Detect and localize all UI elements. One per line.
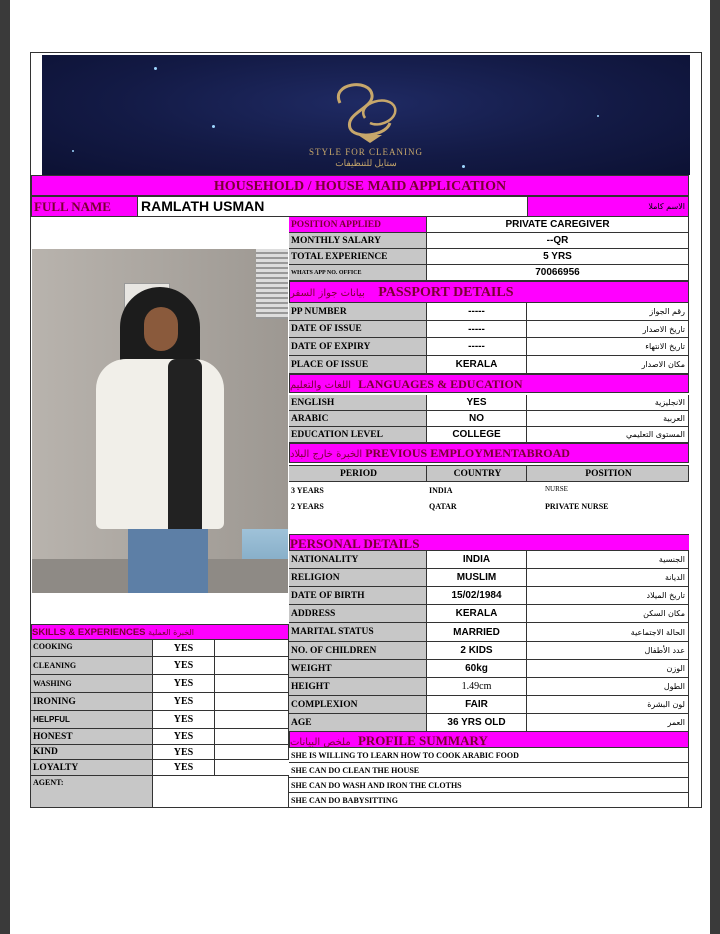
personal-label: DATE OF BIRTH: [289, 587, 427, 604]
skill-value: YES: [153, 675, 215, 692]
employment-position: NURSE: [545, 485, 568, 493]
personal-label-arabic: مكان السكن: [527, 605, 689, 622]
form-title: HOUSEHOLD / HOUSE MAID APPLICATION: [31, 175, 689, 196]
personal-value: 15/02/1984: [427, 587, 527, 604]
employment-title-arabic: الخبرة خارج البلاد: [290, 449, 363, 460]
personal-label: ADDRESS: [289, 605, 427, 622]
applicant-photo: [32, 249, 288, 593]
passport-row: [289, 321, 689, 338]
skill-label: CLEANING: [31, 657, 153, 674]
passport-label-arabic: رقم الجواز: [527, 303, 689, 320]
job-value: 5 YRS: [427, 249, 689, 264]
personal-row: [289, 678, 689, 696]
personal-row: [289, 587, 689, 605]
employment-position: PRIVATE NURSE: [545, 502, 609, 511]
employment-period: 3 YEARS: [291, 486, 324, 495]
skill-empty: [215, 745, 289, 759]
personal-label-arabic: تاريخ الميلاد: [527, 587, 689, 604]
languages-title-arabic: اللغات والتعليم: [290, 380, 352, 391]
personal-label-arabic: الحالة الاجتماعية: [527, 623, 689, 641]
personal-row: [289, 623, 689, 642]
skill-row: [31, 657, 289, 675]
job-label: POSITION APPLIED: [289, 217, 427, 232]
skill-value: YES: [153, 729, 215, 744]
personal-label-arabic: الطول: [527, 678, 689, 695]
personal-label: HEIGHT: [289, 678, 427, 695]
language-row: [289, 395, 689, 411]
employment-header-country: COUNTRY: [427, 466, 527, 481]
personal-row: [289, 696, 689, 714]
skill-row: [31, 640, 289, 657]
skill-label: KIND: [31, 745, 153, 759]
application-form: [30, 52, 702, 808]
personal-row: [289, 605, 689, 623]
skill-row: [31, 745, 289, 760]
profile-line: SHE CAN DO BABYSITTING: [289, 793, 689, 808]
job-row: [289, 249, 689, 265]
passport-value: -----: [427, 338, 527, 355]
passport-label: PLACE OF ISSUE: [289, 356, 427, 373]
personal-label: COMPLEXION: [289, 696, 427, 713]
personal-value: MARRIED: [427, 623, 527, 641]
skill-label: COOKING: [31, 640, 153, 656]
passport-label-arabic: تاريخ الاصدار: [527, 321, 689, 337]
languages-title: LANGUAGES & EDUCATION: [358, 377, 523, 391]
language-value: NO: [427, 411, 527, 426]
skill-label: LOYALTY: [31, 760, 153, 775]
agent-label: AGENT:: [31, 776, 153, 807]
profile-title-arabic: ملخص البيانات: [290, 737, 351, 748]
personal-value: 60kg: [427, 660, 527, 677]
passport-label-arabic: تاريخ الانتهاء: [527, 338, 689, 355]
job-row: [289, 217, 689, 233]
personal-label: NO. OF CHILDREN: [289, 642, 427, 659]
language-value: YES: [427, 395, 527, 410]
skill-value: YES: [153, 640, 215, 656]
passport-title-arabic: بيانات جواز السفر: [290, 288, 365, 299]
personal-row: [289, 569, 689, 587]
passport-label: DATE OF ISSUE: [289, 321, 427, 337]
job-label: WHATS APP NO. OFFICE: [289, 265, 427, 280]
language-label-arabic: العربية: [527, 411, 689, 426]
skill-empty: [215, 760, 289, 775]
passport-value: -----: [427, 321, 527, 337]
personal-label: WEIGHT: [289, 660, 427, 677]
employment-section-title: [289, 443, 689, 463]
personal-label-arabic: عدد الأطفال: [527, 642, 689, 659]
passport-label: DATE OF EXPIRY: [289, 338, 427, 355]
language-row: [289, 411, 689, 427]
language-value: COLLEGE: [427, 427, 527, 442]
company-banner: [42, 55, 690, 175]
employment-header-period: PERIOD: [289, 466, 427, 481]
profile-section-title: [289, 731, 689, 748]
language-label: EDUCATION LEVEL: [289, 427, 427, 442]
skill-empty: [215, 657, 289, 674]
skill-row: [31, 760, 289, 776]
skill-row: [31, 729, 289, 745]
full-name-row: [31, 196, 689, 217]
employment-title: PREVIOUS EMPLOYMENTABROAD: [365, 446, 570, 460]
job-label: MONTHLY SALARY: [289, 233, 427, 248]
skill-value: YES: [153, 711, 215, 728]
personal-row: [289, 660, 689, 678]
job-value: PRIVATE CAREGIVER: [427, 217, 689, 232]
skill-empty: [215, 675, 289, 692]
skill-empty: [215, 711, 289, 728]
skill-value: YES: [153, 760, 215, 775]
employment-header-position: POSITION: [527, 466, 689, 481]
job-row: [289, 233, 689, 249]
skill-value: YES: [153, 693, 215, 710]
employment-period: 2 YEARS: [291, 502, 324, 511]
personal-value: 2 KIDS: [427, 642, 527, 659]
personal-value: MUSLIM: [427, 569, 527, 586]
profile-line: SHE CAN DO WASH AND IRON THE CLOTHS: [289, 778, 689, 793]
personal-label-arabic: العمر: [527, 714, 689, 731]
personal-title: PERSONAL DETAILS: [290, 536, 420, 551]
employment-header-row: [289, 465, 689, 482]
personal-row: [289, 714, 689, 732]
personal-value: FAIR: [427, 696, 527, 713]
personal-label-arabic: الجنسية: [527, 551, 689, 568]
employment-country: QATAR: [429, 502, 457, 511]
profile-title: PROFILE SUMMARY: [357, 733, 488, 748]
brand-name: STYLE FOR CLEANING: [309, 147, 423, 157]
full-name-label-arabic: الاسم كاملا: [648, 202, 685, 211]
language-label-arabic: الانجليزية: [527, 395, 689, 410]
passport-row: [289, 338, 689, 356]
job-row: [289, 265, 689, 281]
company-logo-icon: [310, 73, 420, 145]
language-label: ENGLISH: [289, 395, 427, 410]
skill-label: WASHING: [31, 675, 153, 692]
skill-value: YES: [153, 657, 215, 674]
personal-label-arabic: لون البشرة: [527, 696, 689, 713]
skill-value: YES: [153, 745, 215, 759]
agent-row: [31, 776, 289, 807]
personal-section-title: [289, 534, 689, 551]
languages-section-title: [289, 374, 689, 393]
job-label: TOTAL EXPERIENCE: [289, 249, 427, 264]
personal-label-arabic: الوزن: [527, 660, 689, 677]
personal-label: NATIONALITY: [289, 551, 427, 568]
full-name-label: FULL NAME: [32, 197, 138, 216]
passport-title: PASSPORT DETAILS: [378, 285, 514, 300]
profile-line: SHE IS WILLING TO LEARN HOW TO COOK ARABIC FOOD: [289, 748, 689, 763]
skill-label: HONEST: [31, 729, 153, 744]
skill-empty: [215, 729, 289, 744]
personal-value: INDIA: [427, 551, 527, 568]
skill-row: [31, 675, 289, 693]
personal-row: [289, 642, 689, 660]
personal-label: AGE: [289, 714, 427, 731]
passport-row: [289, 356, 689, 374]
personal-label: MARITAL STATUS: [289, 623, 427, 641]
skills-section-title: [31, 624, 289, 640]
passport-row: [289, 303, 689, 321]
passport-label-arabic: مكان الاصدار: [527, 356, 689, 373]
language-label: ARABIC: [289, 411, 427, 426]
application-page: [10, 0, 710, 934]
skill-label: IRONING: [31, 693, 153, 710]
passport-value: -----: [427, 303, 527, 320]
passport-value: KERALA: [427, 356, 527, 373]
skills-title: SKILLS & EXPERIENCES: [32, 627, 146, 638]
personal-value: 36 YRS OLD: [427, 714, 527, 731]
skill-row: [31, 711, 289, 729]
skill-label: HELPFUL: [31, 711, 153, 728]
job-value: --QR: [427, 233, 689, 248]
passport-section-title: [289, 281, 689, 303]
employment-country: INDIA: [429, 486, 453, 495]
job-value: 70066956: [427, 265, 689, 280]
profile-line: SHE CAN DO CLEAN THE HOUSE: [289, 763, 689, 778]
skill-empty: [215, 640, 289, 656]
skills-title-arabic: الخبرة العملية: [148, 628, 195, 637]
language-row: [289, 427, 689, 443]
personal-label-arabic: الديانة: [527, 569, 689, 586]
language-label-arabic: المستوى التعليمي: [527, 427, 689, 442]
personal-row: [289, 551, 689, 569]
personal-value: 1.49cm: [427, 678, 527, 695]
skill-empty: [215, 693, 289, 710]
passport-label: PP NUMBER: [289, 303, 427, 320]
personal-value: KERALA: [427, 605, 527, 622]
skill-row: [31, 693, 289, 711]
full-name-value: RAMLATH USMAN: [138, 197, 528, 216]
brand-name-arabic: ستايل للتنظيفات: [335, 158, 397, 168]
personal-label: RELIGION: [289, 569, 427, 586]
